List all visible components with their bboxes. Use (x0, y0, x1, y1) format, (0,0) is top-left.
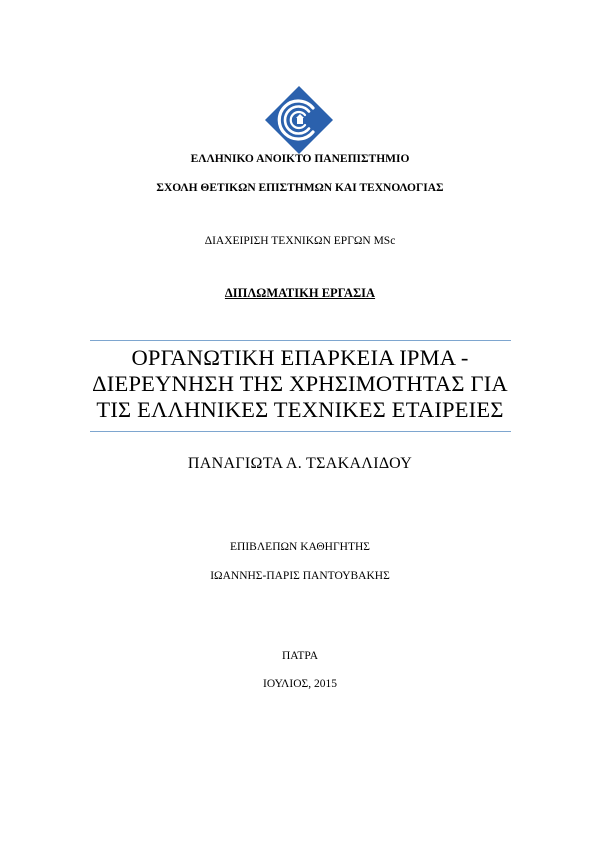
thesis-title-line: ΔΙΕΡΕΥΝΗΣΗ ΤΗΣ ΧΡΗΣΙΜΟΤΗΤΑΣ ΓΙΑ (92, 371, 508, 396)
author-name: ΠΑΝΑΓΙΩΤΑ Α. ΤΣΑΚΑΛΙΔΟΥ (187, 455, 413, 472)
document-type: ΔΙΠΛΩΜΑΤΙΚΗ ΕΡΓΑΣΙΑ (224, 286, 376, 300)
city: ΠΑΤΡΑ (281, 650, 319, 662)
supervisor-label: ΕΠΙΒΛΕΠΩΝ ΚΑΘΗΓΗΤΗΣ (230, 541, 370, 553)
title-top-rule (90, 340, 511, 341)
date: ΙΟΥΛΙΟΣ, 2015 (263, 678, 337, 690)
eap-university-logo-icon (263, 84, 335, 156)
program-name: ΔΙΑΧΕΙΡΙΣΗ ΤΕΧΝΙΚΩΝ ΕΡΓΩΝ MSc (204, 235, 396, 247)
institution-name: ΕΛΛΗΝΙΚΟ ΑΝΟΙΚΤΟ ΠΑΝΕΠΙΣΤΗΜΙΟ (190, 153, 410, 165)
thesis-title-line: ΟΡΓΑΝΩΤΙΚΗ ΕΠΑΡΚΕΙΑ IPMA - (131, 345, 469, 370)
title-bottom-rule (90, 431, 511, 432)
thesis-title-line: ΤΙΣ ΕΛΛΗΝΙΚΕΣ ΤΕΧΝΙΚΕΣ ΕΤΑΙΡΕΙΕΣ (96, 397, 504, 422)
thesis-title (60, 345, 540, 423)
school-name: ΣΧΟΛΗ ΘΕΤΙΚΩΝ ΕΠΙΣΤΗΜΩΝ ΚΑΙ ΤΕΧΝΟΛΟΓΙΑΣ (156, 182, 444, 194)
supervisor-name: ΙΩΑΝΝΗΣ-ΠΑΡΙΣ ΠΑΝΤΟΥΒΑΚΗΣ (210, 570, 390, 582)
